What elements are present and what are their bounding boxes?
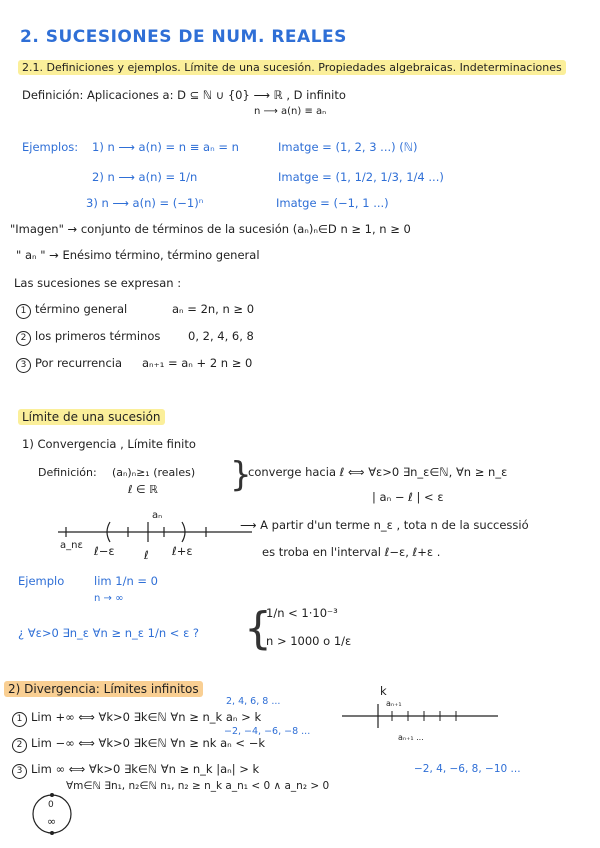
arrow-explanation-2: es troba en l'interval ℓ−ε, ℓ+ε .: [262, 545, 441, 559]
form-recurrence-value: aₙ₊₁ = aₙ + 2 n ≥ 0: [142, 356, 253, 370]
number-circle: 2: [12, 738, 27, 753]
example-3: 3) n ⟶ a(n) = (−1)ⁿ: [86, 196, 204, 210]
arrow-explanation-1: ⟶ A partir d'un terme n_ε , tota n de la successió: [240, 518, 529, 532]
page-title: 2. SUCESIONES DE NUM. REALES: [20, 27, 347, 47]
div-1-sequence: 2, 4, 6, 8 ...: [226, 696, 281, 707]
axis-a1: aₙ₊₁: [386, 699, 402, 708]
form-general-value: aₙ = 2n, n ≥ 0: [172, 302, 255, 316]
axis-a2: aₙ₊₁ ...: [398, 733, 424, 742]
limit-def-abs: | aₙ − ℓ | < ε: [372, 490, 444, 504]
div-3: [12, 762, 259, 779]
number-circle: 3: [12, 764, 27, 779]
limit-def-seq: (aₙ)ₙ≥₁ (reales): [112, 466, 196, 479]
axis-l-minus: ℓ−ε: [94, 544, 115, 558]
div-3-sequence: −2, 4, −6, 8, −10 ...: [414, 763, 521, 775]
number-circle: 1: [12, 712, 27, 727]
axis-k: k: [380, 684, 387, 698]
epsilon-question: ¿ ∀ε>0 ∃n_ε ∀n ≥ n_ε 1/n < ε ?: [18, 626, 200, 640]
section-subtitle: [18, 60, 566, 75]
limit-def-l: ℓ ∈ ℝ: [128, 483, 158, 496]
limit-heading: [18, 410, 165, 425]
div-3-text: Lim ∞ ⟺ ∀k>0 ∃k∈ℕ ∀n ≥ n_k |aₙ| > k: [31, 762, 260, 776]
definition-mapping: n ⟶ a(n) ≡ aₙ: [254, 106, 327, 117]
axis-a-eps: a_nε: [60, 540, 83, 551]
convergence-heading: 1) Convergencia , Límite finito: [22, 437, 196, 451]
definition-line: Definición: Aplicaciones a: D ⊆ ℕ ∪ {0} ⟶ ℝ , D infinito: [22, 88, 346, 102]
example-label: Ejemplo: [18, 574, 65, 588]
form-label: término general: [35, 302, 128, 316]
form-label: los primeros términos: [35, 329, 161, 343]
limit-def-rhs: converge hacia ℓ ⟺ ∀ε>0 ∃n_ε∈ℕ, ∀n ≥ n_ε: [248, 465, 508, 479]
examples-label: Ejemplos:: [22, 140, 79, 154]
div-2-text: Lim −∞ ⟺ ∀k>0 ∃k∈ℕ ∀n ≥ nk aₙ < −k: [31, 736, 265, 750]
form-general: [16, 302, 127, 319]
axis-l-plus: ℓ+ε: [172, 544, 193, 558]
div-2-sequence: −2, −4, −6, −8 ...: [224, 726, 311, 737]
epsilon-number-line: [56, 518, 256, 558]
axis-an: aₙ: [152, 510, 163, 521]
left-brace: {: [244, 603, 272, 654]
form-first-terms: [16, 329, 160, 346]
example-limit-sub: n → ∞: [94, 593, 124, 604]
div-2: [12, 736, 265, 753]
number-circle: 1: [16, 304, 31, 319]
example-1-image: Imatge = (1, 2, 3 ...) (ℕ): [278, 140, 418, 154]
form-first-terms-value: 0, 2, 4, 6, 8: [188, 329, 254, 343]
question-result-1: 1/n < 1·10⁻³: [266, 606, 338, 620]
limit-heading-text: Límite de una sucesión: [18, 409, 165, 425]
right-brace: }: [230, 455, 252, 495]
number-circle: 3: [16, 358, 31, 373]
example-limit: lim 1/n = 0: [94, 574, 158, 588]
example-2-image: Imatge = (1, 1/2, 1/3, 1/4 ...): [278, 170, 444, 184]
form-recurrence: [16, 356, 122, 373]
divergence-heading: [4, 682, 203, 697]
question-result-2: n > 1000 o 1/ε: [266, 634, 352, 648]
subtitle-text: 2.1. Definiciones y ejemplos. Límite de una sucesión. Propiedades algebraicas. Indeterminaciones: [18, 60, 566, 75]
example-3-image: Imatge = (−1, 1 ...): [276, 196, 389, 210]
div-1-text: Lim +∞ ⟺ ∀k>0 ∃k∈ℕ ∀n ≥ n_k aₙ > k: [31, 710, 262, 724]
axis-l: ℓ: [144, 548, 149, 562]
example-2: 2) n ⟶ a(n) = 1/n: [92, 170, 198, 184]
circle-bottom-label: ∞: [47, 815, 57, 828]
divergence-heading-text: 2) Divergencia: Límites infinitos: [4, 681, 203, 697]
div-3-condition: ∀m∈ℕ ∃n₁, n₂∈ℕ n₁, n₂ ≥ n_k a_n₁ < 0 ∧ a_n₂ > 0: [66, 780, 330, 792]
number-circle: 2: [16, 331, 31, 346]
form-label: Por recurrencia: [35, 356, 123, 370]
limit-def-label: Definición:: [38, 466, 97, 479]
divergence-number-line: [340, 702, 500, 732]
note-expresan: Las sucesiones se expresan :: [14, 276, 182, 290]
note-imagen: "Imagen" → conjunto de términos de la sucesión (aₙ)ₙ∈D n ≥ 1, n ≥ 0: [10, 222, 411, 236]
example-1: 1) n ⟶ a(n) = n ≡ aₙ = n: [92, 140, 239, 154]
note-an: " aₙ " → Enésimo término, término general: [16, 248, 260, 262]
circle-top-label: 0: [48, 800, 54, 810]
